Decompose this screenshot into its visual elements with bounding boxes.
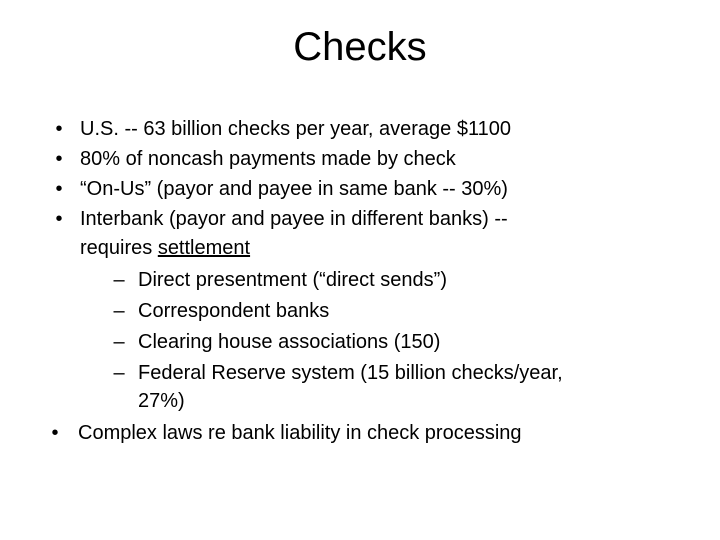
bullet-marker: • bbox=[51, 422, 59, 444]
bullet-text: “On-Us” (payor and payee in same bank -- 30%) bbox=[80, 178, 508, 200]
bullet-text: 80% of noncash payments made by check bbox=[80, 148, 456, 170]
sub-bullet-marker: – bbox=[113, 300, 125, 322]
bullet-marker: • bbox=[55, 118, 63, 140]
sub-bullet-text: Correspondent banks bbox=[138, 300, 330, 322]
sub-bullet-text-line2: 27%) bbox=[138, 390, 185, 412]
sub-bullet-marker: – bbox=[113, 269, 125, 291]
bullet-text: U.S. -- 63 billion checks per year, average $1100 bbox=[80, 118, 511, 140]
bullet-text-prefix: requires bbox=[80, 237, 158, 259]
bullet-marker: • bbox=[55, 148, 63, 170]
bullet-text-line2 bbox=[80, 236, 250, 260]
sub-bullet-marker: – bbox=[113, 362, 125, 384]
sub-bullet-text: Clearing house associations (150) bbox=[138, 331, 441, 353]
sub-bullet-text: Direct presentment (“direct sends”) bbox=[138, 269, 447, 291]
bullet-marker: • bbox=[55, 178, 63, 200]
settlement-underlined: settlement bbox=[157, 237, 251, 259]
sub-bullet-text-line1: Federal Reserve system (15 billion checks/year, bbox=[138, 362, 563, 384]
slide-title: Checks bbox=[293, 25, 427, 69]
bullet-text: Complex laws re bank liability in check processing bbox=[78, 422, 522, 444]
bullet-text-line1: Interbank (payor and payee in different banks) -- bbox=[80, 208, 508, 230]
bullet-marker: • bbox=[55, 208, 63, 230]
sub-bullet-marker: – bbox=[113, 331, 125, 353]
